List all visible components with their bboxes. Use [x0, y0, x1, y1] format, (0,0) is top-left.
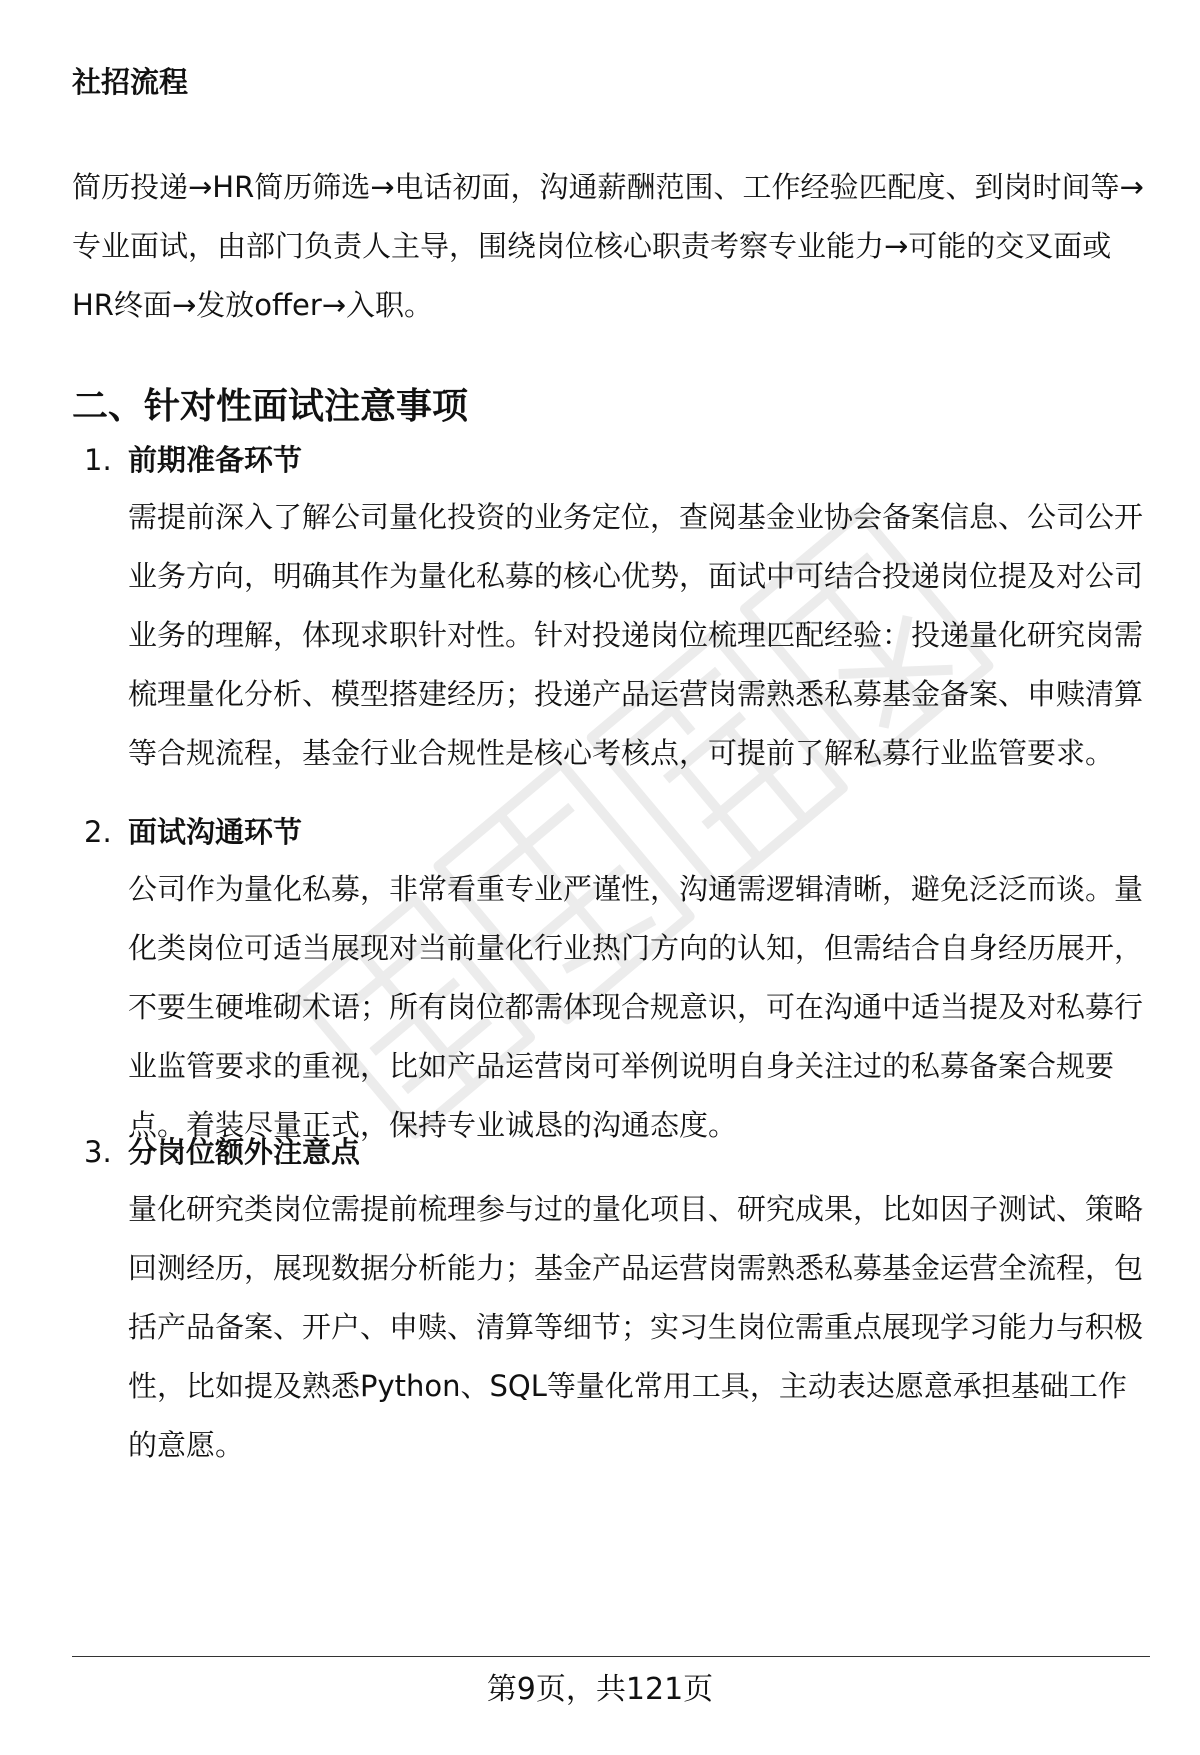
social-recruitment-process-text: 简历投递→HR简历筛选→电话初面，沟通薪酬范围、工作经验匹配度、到岗时间等→专业面试，由部门负责人主导，围绕岗位核心职责考察专业能力→可能的交叉面或HR终面→发放offer→入职。: [72, 170, 1144, 322]
social-recruitment-heading: 社招流程: [72, 65, 189, 99]
section-title: 二、针对性面试注意事项: [72, 386, 469, 427]
list-item-number: 3.: [84, 1135, 112, 1169]
list-item-title: 前期准备环节: [128, 443, 303, 477]
list-item-body: 量化研究类岗位需提前梳理参与过的量化项目、研究成果，比如因子测试、策略回测经历，展现数据分析能力；基金产品运营岗需熟悉私募基金运营全流程，包括产品备案、开户、申赎、清算等细节；实习生岗位需重点展现学习能力与积极性，比如提及熟悉Python、SQL等量化常用工具，主动表达愿意承担基础工作的意愿。: [128, 1192, 1144, 1462]
page-number: 第9页，共121页: [486, 1672, 714, 1707]
list-item-title: 面试沟通环节: [128, 815, 303, 849]
list-item-number: 2.: [84, 815, 112, 849]
list-item-body: 需提前深入了解公司量化投资的业务定位，查阅基金业协会备案信息、公司公开业务方向，明确其作为量化私募的核心优势，面试中可结合投递岗位提及对公司业务的理解，体现求职针对性。针对投递岗位梳理匹配经验：投递量化研究岗需梳理量化分析、模型搭建经历；投递产品运营岗需熟悉私募基金备案、申赎清算等合规流程，基金行业合规性是核心考核点，可提前了解私募行业监管要求。: [128, 500, 1144, 770]
list-item-body: 公司作为量化私募，非常看重专业严谨性，沟通需逻辑清晰，避免泛泛而谈。量化类岗位可适当展现对当前量化行业热门方向的认知，但需结合自身经历展开，不要生硬堆砌术语；所有岗位都需体现合规意识，可在沟通中适当提及对私募行业监管要求的重视，比如产品运营岗可举例说明自身关注过的私募备案合规要点。着装尽量正式，保持专业诚恳的沟通态度。: [128, 872, 1144, 1142]
list-item-title: 分岗位额外注意点: [128, 1135, 361, 1169]
footer-divider: [72, 1656, 1150, 1657]
list-item-number: 1.: [84, 443, 112, 477]
